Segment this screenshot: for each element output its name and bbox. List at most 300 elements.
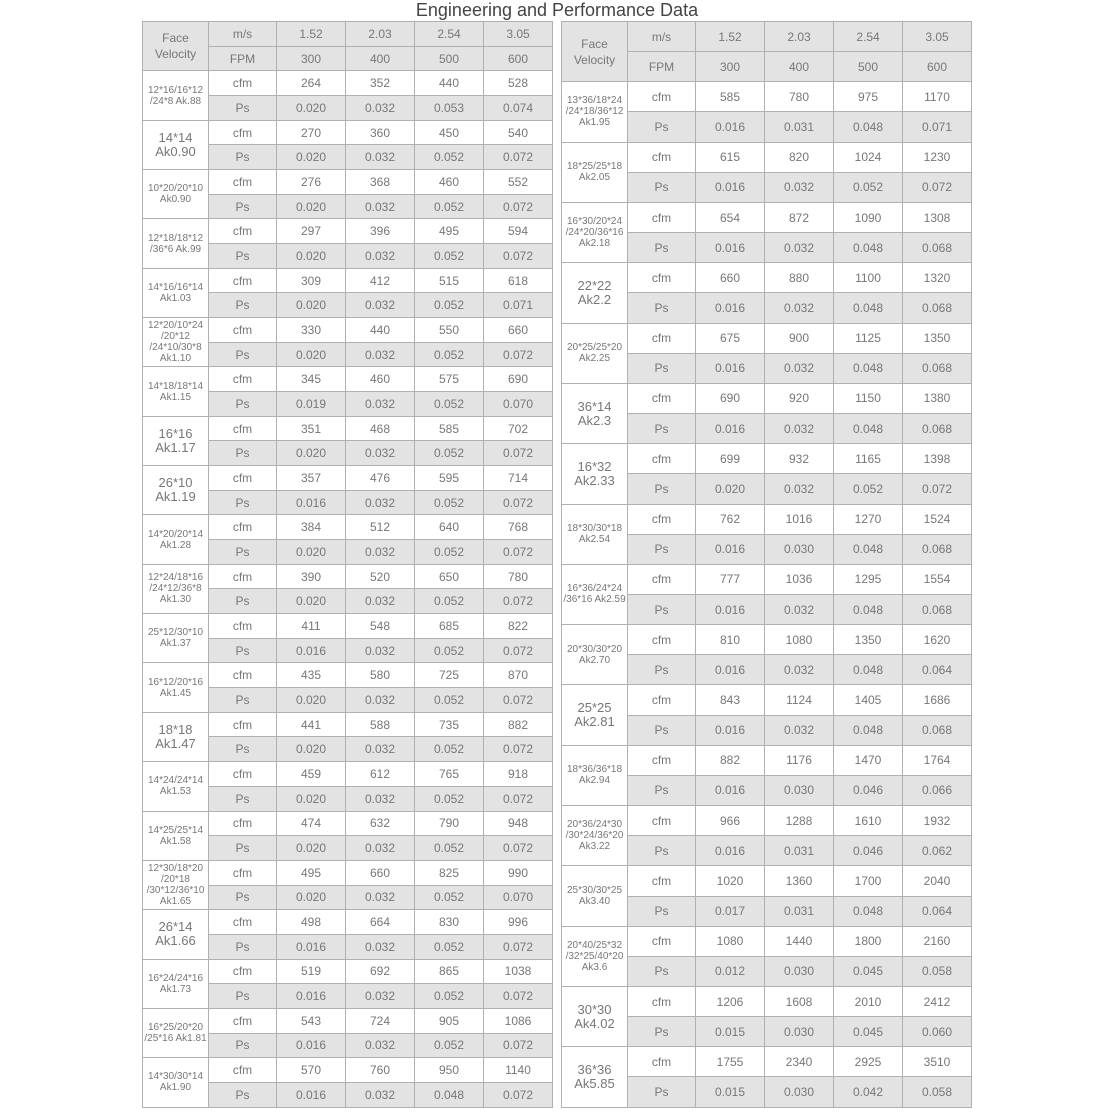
ms-value: 3.05 (484, 22, 553, 47)
cfm-value: 820 (765, 142, 834, 172)
ps-value: 0.032 (765, 474, 834, 504)
cfm-value: 660 (346, 860, 415, 885)
ps-value: 0.072 (484, 737, 553, 762)
ps-label: Ps (209, 836, 277, 861)
cfm-value: 460 (346, 367, 415, 392)
ps-value: 0.060 (903, 1017, 972, 1047)
cfm-value: 495 (415, 219, 484, 244)
size-label: 12*18/18*12 /36*6 Ak.99 (143, 219, 209, 268)
cfm-value: 1295 (834, 564, 903, 594)
ps-label: Ps (628, 353, 696, 383)
cfm-value: 512 (346, 515, 415, 540)
fpm-value: 400 (765, 52, 834, 82)
ps-label: Ps (628, 956, 696, 986)
cfm-value: 975 (834, 82, 903, 112)
cfm-value: 825 (415, 860, 484, 885)
cfm-label: cfm (209, 1008, 277, 1033)
cfm-label: cfm (209, 811, 277, 836)
cfm-value: 780 (484, 564, 553, 589)
cfm-value: 1165 (834, 444, 903, 474)
cfm-label: cfm (628, 866, 696, 896)
cfm-label: cfm (209, 268, 277, 293)
ps-label: Ps (209, 293, 277, 318)
size-label: 25*30/30*25 Ak3.40 (562, 866, 628, 926)
cfm-value: 297 (277, 219, 346, 244)
cfm-value: 870 (484, 663, 553, 688)
ps-value: 0.030 (765, 1017, 834, 1047)
ps-value: 0.032 (765, 594, 834, 624)
cfm-value: 1405 (834, 685, 903, 715)
ps-value: 0.016 (696, 715, 765, 745)
ps-value: 0.032 (346, 293, 415, 318)
cfm-value: 762 (696, 504, 765, 534)
ps-value: 0.070 (484, 885, 553, 910)
performance-table-left (142, 21, 553, 1108)
cfm-value: 1270 (834, 504, 903, 534)
ms-value: 2.03 (765, 22, 834, 52)
cfm-label: cfm (209, 367, 277, 392)
size-label: 36*36 Ak5.85 (562, 1047, 628, 1107)
size-label: 14*25/25*14 Ak1.58 (143, 811, 209, 860)
ps-value: 0.016 (696, 172, 765, 202)
size-label: 16*30/20*24 /24*20/36*16 Ak2.18 (562, 202, 628, 262)
ps-value: 0.052 (834, 474, 903, 504)
cfm-value: 276 (277, 170, 346, 195)
size-label: 12*16/16*12 /24*8 Ak.88 (143, 71, 209, 120)
cfm-value: 2925 (834, 1047, 903, 1077)
ps-value: 0.032 (346, 934, 415, 959)
ps-value: 0.020 (277, 194, 346, 219)
size-label: 20*36/24*30 /30*24/36*20 Ak3.22 (562, 806, 628, 866)
ps-value: 0.052 (415, 688, 484, 713)
cfm-row (562, 263, 972, 293)
size-label: 13*36/18*24 /24*18/36*12 Ak1.95 (562, 82, 628, 142)
cfm-value: 1554 (903, 564, 972, 594)
ps-value: 0.048 (834, 896, 903, 926)
ps-value: 0.032 (346, 688, 415, 713)
ps-value: 0.062 (903, 836, 972, 866)
ps-value: 0.016 (277, 1033, 346, 1058)
ps-value: 0.052 (415, 540, 484, 565)
ps-label: Ps (209, 392, 277, 417)
ps-value: 0.072 (903, 172, 972, 202)
cfm-value: 2160 (903, 926, 972, 956)
ps-value: 0.052 (415, 984, 484, 1009)
cfm-label: cfm (628, 625, 696, 655)
ps-value: 0.052 (415, 885, 484, 910)
cfm-value: 519 (277, 959, 346, 984)
ps-label: Ps (628, 594, 696, 624)
ps-label: Ps (209, 885, 277, 910)
cfm-value: 1932 (903, 806, 972, 836)
ms-value: 2.03 (346, 22, 415, 47)
ps-value: 0.032 (346, 638, 415, 663)
ps-value: 0.072 (484, 145, 553, 170)
size-label: 20*25/25*20 Ak2.25 (562, 323, 628, 383)
cfm-value: 570 (277, 1058, 346, 1083)
cfm-label: cfm (628, 82, 696, 112)
cfm-row (143, 1058, 553, 1083)
cfm-value: 1440 (765, 926, 834, 956)
ps-value: 0.048 (834, 233, 903, 263)
size-label: 25*25 Ak2.81 (562, 685, 628, 745)
cfm-row (143, 712, 553, 737)
ps-value: 0.072 (484, 786, 553, 811)
cfm-value: 1086 (484, 1008, 553, 1033)
ps-value: 0.052 (415, 934, 484, 959)
ps-label: Ps (209, 984, 277, 1009)
ps-value: 0.032 (765, 293, 834, 323)
cfm-label: cfm (209, 1058, 277, 1083)
ps-label: Ps (209, 786, 277, 811)
cfm-row (143, 367, 553, 392)
cfm-value: 345 (277, 367, 346, 392)
cfm-label: cfm (628, 383, 696, 413)
cfm-value: 540 (484, 120, 553, 145)
cfm-value: 865 (415, 959, 484, 984)
cfm-label: cfm (209, 762, 277, 787)
cfm-value: 654 (696, 202, 765, 232)
cfm-value: 685 (415, 614, 484, 639)
ps-value: 0.071 (484, 293, 553, 318)
ps-label: Ps (209, 342, 277, 367)
cfm-value: 724 (346, 1008, 415, 1033)
ps-value: 0.030 (765, 534, 834, 564)
cfm-label: cfm (628, 323, 696, 353)
ps-value: 0.068 (903, 414, 972, 444)
ps-value: 0.020 (277, 540, 346, 565)
cfm-label: cfm (209, 663, 277, 688)
ps-label: Ps (209, 737, 277, 762)
ps-value: 0.020 (277, 786, 346, 811)
fpm-value: 600 (903, 52, 972, 82)
cfm-row (143, 466, 553, 491)
cfm-label: cfm (628, 504, 696, 534)
ps-value: 0.020 (277, 342, 346, 367)
ps-value: 0.016 (696, 655, 765, 685)
ps-value: 0.068 (903, 534, 972, 564)
cfm-label: cfm (209, 564, 277, 589)
cfm-value: 664 (346, 910, 415, 935)
cfm-value: 1350 (834, 625, 903, 655)
cfm-value: 575 (415, 367, 484, 392)
cfm-value: 900 (765, 323, 834, 353)
fpm-value: 500 (834, 52, 903, 82)
ps-value: 0.016 (277, 934, 346, 959)
ps-label: Ps (209, 638, 277, 663)
ps-value: 0.072 (484, 194, 553, 219)
cfm-value: 264 (277, 71, 346, 96)
cfm-label: cfm (209, 515, 277, 540)
cfm-value: 528 (484, 71, 553, 96)
size-label: 22*22 Ak2.2 (562, 263, 628, 323)
size-label: 10*20/20*10 Ak0.90 (143, 170, 209, 219)
fpm-value: 300 (696, 52, 765, 82)
cfm-value: 1288 (765, 806, 834, 836)
ps-value: 0.045 (834, 956, 903, 986)
cfm-value: 768 (484, 515, 553, 540)
cfm-value: 1620 (903, 625, 972, 655)
cfm-row (143, 219, 553, 244)
fpm-value: 500 (415, 46, 484, 71)
ps-value: 0.052 (415, 145, 484, 170)
cfm-row (143, 614, 553, 639)
cfm-value: 735 (415, 712, 484, 737)
ps-value: 0.068 (903, 715, 972, 745)
ps-value: 0.020 (277, 688, 346, 713)
ps-label: Ps (628, 172, 696, 202)
ps-label: Ps (209, 441, 277, 466)
ps-value: 0.052 (415, 342, 484, 367)
page-title: Engineering and Performance Data (415, 0, 699, 20)
size-label: 14*14 Ak0.90 (143, 120, 209, 169)
size-label: 12*30/18*20 /20*18 /30*12/36*10 Ak1.65 (143, 860, 209, 909)
ps-value: 0.016 (696, 112, 765, 142)
cfm-value: 1350 (903, 323, 972, 353)
face-velocity-label: Face Velocity (562, 22, 628, 82)
cfm-label: cfm (209, 614, 277, 639)
cfm-row (143, 860, 553, 885)
ps-label: Ps (628, 655, 696, 685)
ps-value: 0.066 (903, 775, 972, 805)
ps-value: 0.020 (277, 96, 346, 121)
ps-value: 0.068 (903, 353, 972, 383)
ps-value: 0.048 (834, 414, 903, 444)
fpm-value: 600 (484, 46, 553, 71)
ps-value: 0.068 (903, 594, 972, 624)
ps-value: 0.072 (484, 688, 553, 713)
ps-value: 0.072 (484, 244, 553, 269)
cfm-value: 1320 (903, 263, 972, 293)
cfm-value: 476 (346, 466, 415, 491)
cfm-label: cfm (628, 444, 696, 474)
ps-value: 0.032 (765, 414, 834, 444)
cfm-value: 309 (277, 268, 346, 293)
ps-value: 0.048 (415, 1082, 484, 1107)
cfm-value: 725 (415, 663, 484, 688)
ps-value: 0.053 (415, 96, 484, 121)
ps-value: 0.072 (484, 342, 553, 367)
cfm-value: 612 (346, 762, 415, 787)
cfm-value: 411 (277, 614, 346, 639)
cfm-label: cfm (209, 170, 277, 195)
ps-value: 0.032 (346, 441, 415, 466)
ps-label: Ps (628, 1077, 696, 1107)
ps-label: Ps (209, 96, 277, 121)
ps-label: Ps (628, 474, 696, 504)
ps-value: 0.031 (765, 112, 834, 142)
cfm-label: cfm (209, 120, 277, 145)
cfm-row (562, 926, 972, 956)
size-label: 20*40/25*32 /32*25/40*20 Ak3.6 (562, 926, 628, 986)
cfm-value: 1360 (765, 866, 834, 896)
size-label: 12*20/10*24 /20*12 /24*10/30*8 Ak1.10 (143, 318, 209, 367)
size-label: 14*20/20*14 Ak1.28 (143, 515, 209, 564)
ps-value: 0.032 (765, 655, 834, 685)
cfm-value: 882 (484, 712, 553, 737)
cfm-value: 760 (346, 1058, 415, 1083)
cfm-value: 918 (484, 762, 553, 787)
cfm-value: 360 (346, 120, 415, 145)
cfm-value: 780 (765, 82, 834, 112)
cfm-value: 1380 (903, 383, 972, 413)
cfm-row (562, 745, 972, 775)
cfm-value: 588 (346, 712, 415, 737)
cfm-value: 675 (696, 323, 765, 353)
ps-value: 0.032 (765, 233, 834, 263)
cfm-value: 830 (415, 910, 484, 935)
ps-value: 0.020 (277, 293, 346, 318)
cfm-value: 950 (415, 1058, 484, 1083)
ps-value: 0.032 (346, 244, 415, 269)
ps-value: 0.030 (765, 1077, 834, 1107)
ps-value: 0.052 (415, 836, 484, 861)
ps-value: 0.072 (484, 1082, 553, 1107)
cfm-value: 520 (346, 564, 415, 589)
cfm-value: 550 (415, 318, 484, 343)
cfm-row (562, 202, 972, 232)
cfm-value: 1308 (903, 202, 972, 232)
ms-value: 2.54 (834, 22, 903, 52)
ps-value: 0.016 (696, 594, 765, 624)
size-label: 14*24/24*14 Ak1.53 (143, 762, 209, 811)
ps-label: Ps (628, 715, 696, 745)
size-label: 25*12/30*10 Ak1.37 (143, 614, 209, 663)
ps-value: 0.032 (346, 984, 415, 1009)
cfm-value: 585 (415, 416, 484, 441)
cfm-value: 459 (277, 762, 346, 787)
ps-value: 0.016 (277, 984, 346, 1009)
ps-value: 0.016 (696, 775, 765, 805)
ps-value: 0.032 (346, 145, 415, 170)
ps-value: 0.032 (346, 737, 415, 762)
ms-value: 1.52 (696, 22, 765, 52)
ms-value: 2.54 (415, 22, 484, 47)
size-label: 18*18 Ak1.47 (143, 712, 209, 761)
cfm-row (143, 663, 553, 688)
ms-value: 1.52 (277, 22, 346, 47)
ps-value: 0.020 (277, 244, 346, 269)
ps-label: Ps (628, 775, 696, 805)
ps-value: 0.072 (484, 984, 553, 1009)
cfm-row (562, 625, 972, 655)
cfm-value: 2412 (903, 987, 972, 1017)
cfm-row (143, 170, 553, 195)
cfm-value: 702 (484, 416, 553, 441)
cfm-value: 1020 (696, 866, 765, 896)
cfm-value: 351 (277, 416, 346, 441)
ps-label: Ps (209, 1082, 277, 1107)
cfm-value: 1755 (696, 1047, 765, 1077)
ps-value: 0.072 (484, 1033, 553, 1058)
cfm-value: 618 (484, 268, 553, 293)
cfm-value: 2040 (903, 866, 972, 896)
ps-value: 0.052 (415, 737, 484, 762)
ps-value: 0.045 (834, 1017, 903, 1047)
cfm-value: 498 (277, 910, 346, 935)
cfm-value: 690 (696, 383, 765, 413)
cfm-label: cfm (628, 202, 696, 232)
cfm-row (562, 806, 972, 836)
ps-value: 0.072 (484, 638, 553, 663)
ps-value: 0.070 (484, 392, 553, 417)
cfm-value: 1016 (765, 504, 834, 534)
ps-value: 0.016 (696, 233, 765, 263)
size-label: 16*25/20*20 /25*16 Ak1.81 (143, 1008, 209, 1057)
cfm-label: cfm (628, 263, 696, 293)
cfm-row (562, 987, 972, 1017)
cfm-value: 1764 (903, 745, 972, 775)
cfm-label: cfm (209, 466, 277, 491)
ps-value: 0.032 (346, 342, 415, 367)
size-label: 30*30 Ak4.02 (562, 987, 628, 1047)
ps-value: 0.052 (415, 194, 484, 219)
cfm-label: cfm (628, 745, 696, 775)
cfm-value: 1170 (903, 82, 972, 112)
ps-value: 0.016 (277, 638, 346, 663)
cfm-value: 368 (346, 170, 415, 195)
cfm-label: cfm (628, 1047, 696, 1077)
cfm-value: 3510 (903, 1047, 972, 1077)
ms-label: m/s (628, 22, 696, 52)
cfm-value: 880 (765, 263, 834, 293)
ps-value: 0.048 (834, 534, 903, 564)
size-label: 14*30/30*14 Ak1.90 (143, 1058, 209, 1107)
ps-label: Ps (628, 896, 696, 926)
cfm-value: 714 (484, 466, 553, 491)
cfm-value: 352 (346, 71, 415, 96)
cfm-value: 1038 (484, 959, 553, 984)
ps-value: 0.032 (346, 490, 415, 515)
ps-value: 0.032 (346, 786, 415, 811)
ps-value: 0.052 (415, 638, 484, 663)
ps-label: Ps (209, 589, 277, 614)
cfm-value: 1125 (834, 323, 903, 353)
ps-value: 0.052 (415, 244, 484, 269)
cfm-row (143, 515, 553, 540)
ps-label: Ps (209, 490, 277, 515)
cfm-value: 585 (696, 82, 765, 112)
size-label: 26*10 Ak1.19 (143, 466, 209, 515)
size-label: 16*12/20*16 Ak1.45 (143, 663, 209, 712)
ps-value: 0.016 (277, 1082, 346, 1107)
ps-value: 0.052 (415, 392, 484, 417)
cfm-label: cfm (628, 926, 696, 956)
cfm-value: 330 (277, 318, 346, 343)
cfm-value: 1700 (834, 866, 903, 896)
ps-label: Ps (628, 836, 696, 866)
cfm-value: 882 (696, 745, 765, 775)
ps-value: 0.031 (765, 836, 834, 866)
cfm-value: 990 (484, 860, 553, 885)
ps-label: Ps (628, 534, 696, 564)
ps-value: 0.072 (484, 540, 553, 565)
cfm-row (562, 323, 972, 353)
size-label: 14*16/16*14 Ak1.03 (143, 268, 209, 317)
ps-value: 0.016 (696, 534, 765, 564)
cfm-value: 460 (415, 170, 484, 195)
cfm-label: cfm (209, 71, 277, 96)
cfm-row (562, 685, 972, 715)
cfm-row (562, 82, 972, 112)
ps-value: 0.068 (903, 293, 972, 323)
ps-value: 0.032 (346, 96, 415, 121)
cfm-label: cfm (209, 416, 277, 441)
cfm-row (562, 866, 972, 896)
cfm-value: 441 (277, 712, 346, 737)
ps-value: 0.052 (415, 589, 484, 614)
cfm-value: 660 (696, 263, 765, 293)
